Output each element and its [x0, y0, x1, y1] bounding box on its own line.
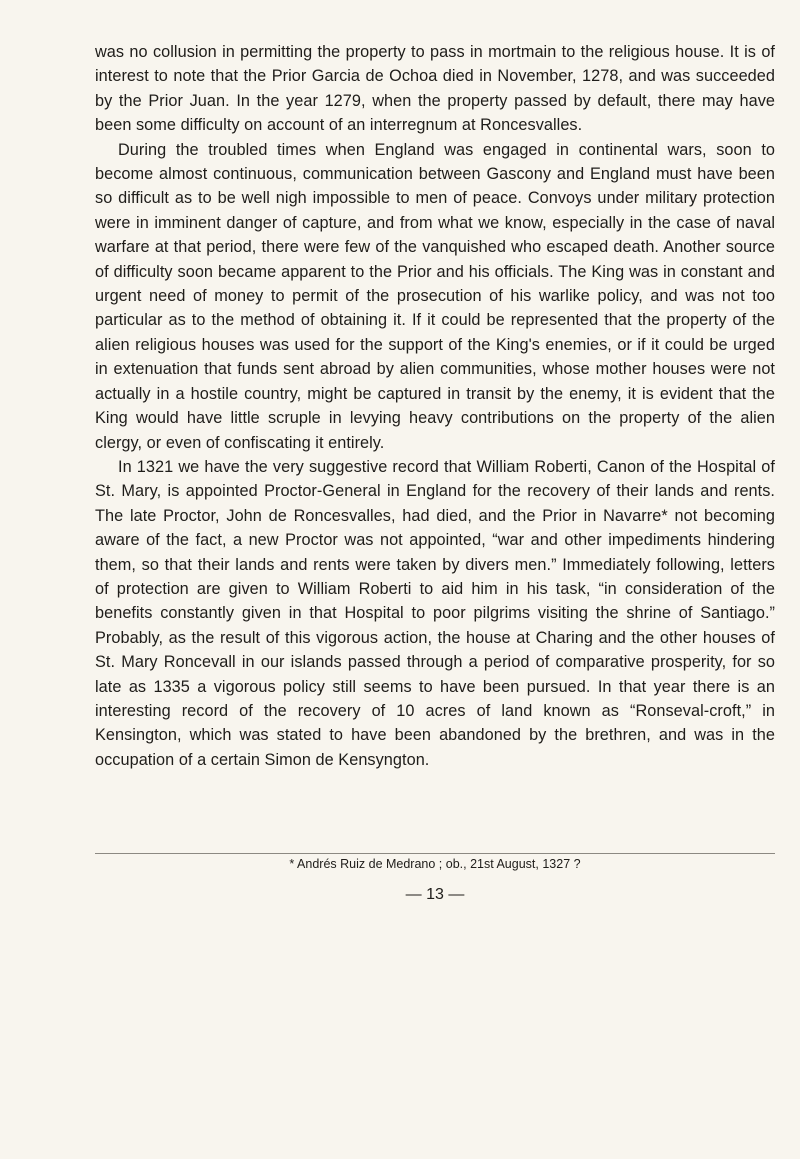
footnote-divider — [95, 853, 775, 854]
paragraph-1: was no collusion in permitting the property to pass in mortmain to the religious house. It is of interest to note that the Prior Garcia de Ochoa died in November, 1278, and was succeeded by the Prior Juan. In the year 1279, when the property passed by default, there may have been some difficulty on account of an interregnum at Roncesvalles. — [95, 43, 775, 135]
paragraph-3: In 1321 we have the very suggestive record that William Roberti, Canon of the Hospital of St. Mary, is appointed Proctor-General in England for the recovery of their lands and rents. The late Proctor, John de Roncesvalles, had died, and the Prior in Navarre* not becoming aware of the fact, a new Proctor was not appointed, “war and other impediments hindering them, so that their lands and rents were taken by divers men.” Immediately following, letters of protection are given to William Roberti to aid him in his task, “in consideration of the benefits constantly given in that Hospital to poor pilgrims visiting the shrine of Santiago.” Probably, as the result of this vigorous action, the house at Charing and the other houses of St. Mary Roncevall in our islands passed through a period of comparative prosperity, for so late as 1335 a vigorous policy still seems to have been pursued. In that year there is an interesting record of the recovery of 10 acres of land known as “Ronseval-croft,” in Kensington, which was stated to have been abandoned by the brethren, and was in the occupation of a certain Simon de Kensyngton. — [95, 457, 775, 769]
page-number: — 13 — — [405, 886, 465, 903]
paragraph-2: During the troubled times when England was engaged in continental wars, soon to become almost continuous, communication between Gascony and England must have been so difficult as to be well nigh impossible to men of peace. Convoys under military protection were in imminent danger of capture, and from what we know, especially in the case of naval warfare at that period, there were few of the vanquished who escaped death. Another source of difficulty soon became apparent to the Prior and his officials. The King was in constant and urgent need of money to permit of the prosecution of his warlike policy, and was not too particular as to the method of obtaining it. If it could be represented that the property of the alien religious houses was used for the support of the King's enemies, or if it could be urged in extenuation that funds sent abroad by alien communities, whose mother houses were not actually in a hostile country, might be captured in transit by the enemy, it is evident that the King would have little scruple in levying heavy contributions on the property of the alien clergy, or even of confiscating it entirely. — [95, 140, 775, 452]
body-text — [95, 40, 775, 772]
footnote: * Andrés Ruiz de Medrano ; ob., 21st August, 1327 ? — [289, 857, 581, 871]
